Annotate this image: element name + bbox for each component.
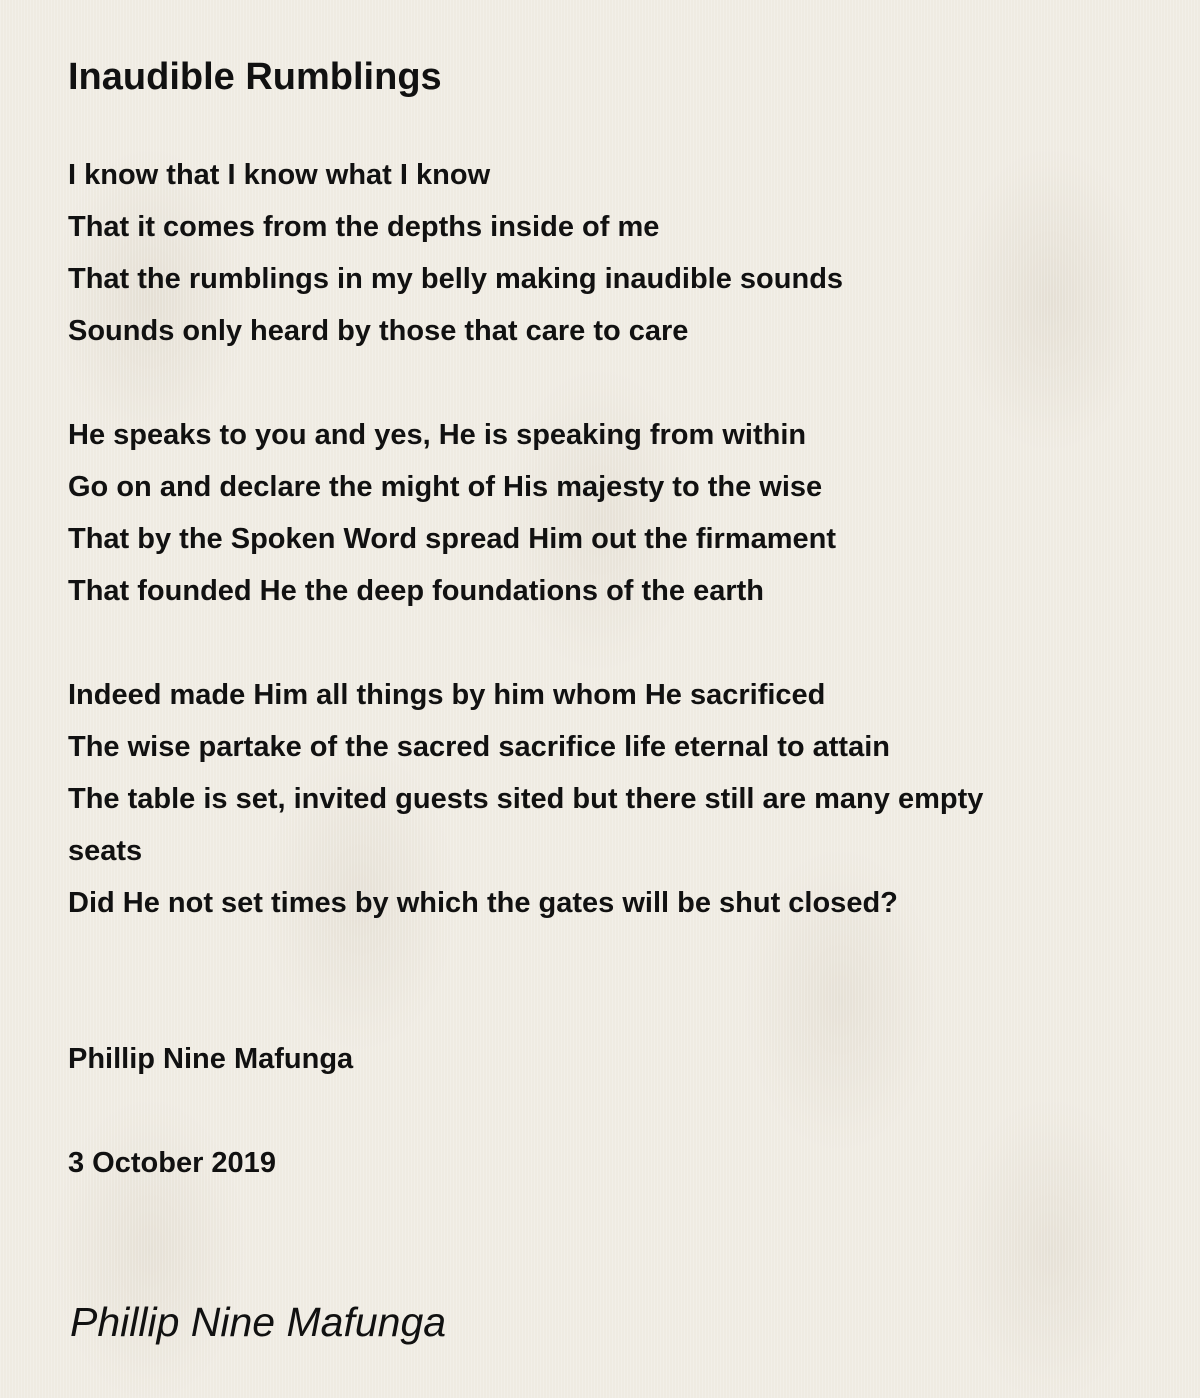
poem-body (68, 149, 1068, 981)
poem-line: I know that I know what I know (68, 159, 491, 191)
stanza-1 (68, 149, 1068, 357)
poem-line: That the rumblings in my belly making inaudible sounds (68, 263, 844, 295)
stanza-2 (68, 409, 1068, 617)
poem-date: 3 October 2019 (68, 1147, 276, 1179)
poem-line: That founded He the deep foundations of the earth (68, 575, 764, 607)
poem-line: Did He not set times by which the gates will be shut closed? (68, 887, 898, 919)
poem-line: That it comes from the depths inside of me (68, 211, 660, 243)
poem-line: The wise partake of the sacred sacrifice life eternal to attain (68, 731, 890, 763)
author-name: Phillip Nine Mafunga (68, 1043, 354, 1075)
poem-line: Indeed made Him all things by him whom He sacrificed (68, 679, 826, 711)
poem-line: That by the Spoken Word spread Him out the firmament (68, 523, 837, 555)
author-signature: Phillip Nine Mafunga (70, 1299, 447, 1345)
poem-line: Sounds only heard by those that care to care (68, 315, 689, 347)
poem-title: Inaudible Rumblings (68, 56, 442, 98)
poem-line: He speaks to you and yes, He is speaking from within (68, 419, 807, 451)
poem-line: The table is set, invited guests sited but there still are many empty seats (68, 783, 984, 867)
stanza-3 (68, 669, 1068, 929)
poem-line: Go on and declare the might of His majesty to the wise (68, 471, 823, 503)
